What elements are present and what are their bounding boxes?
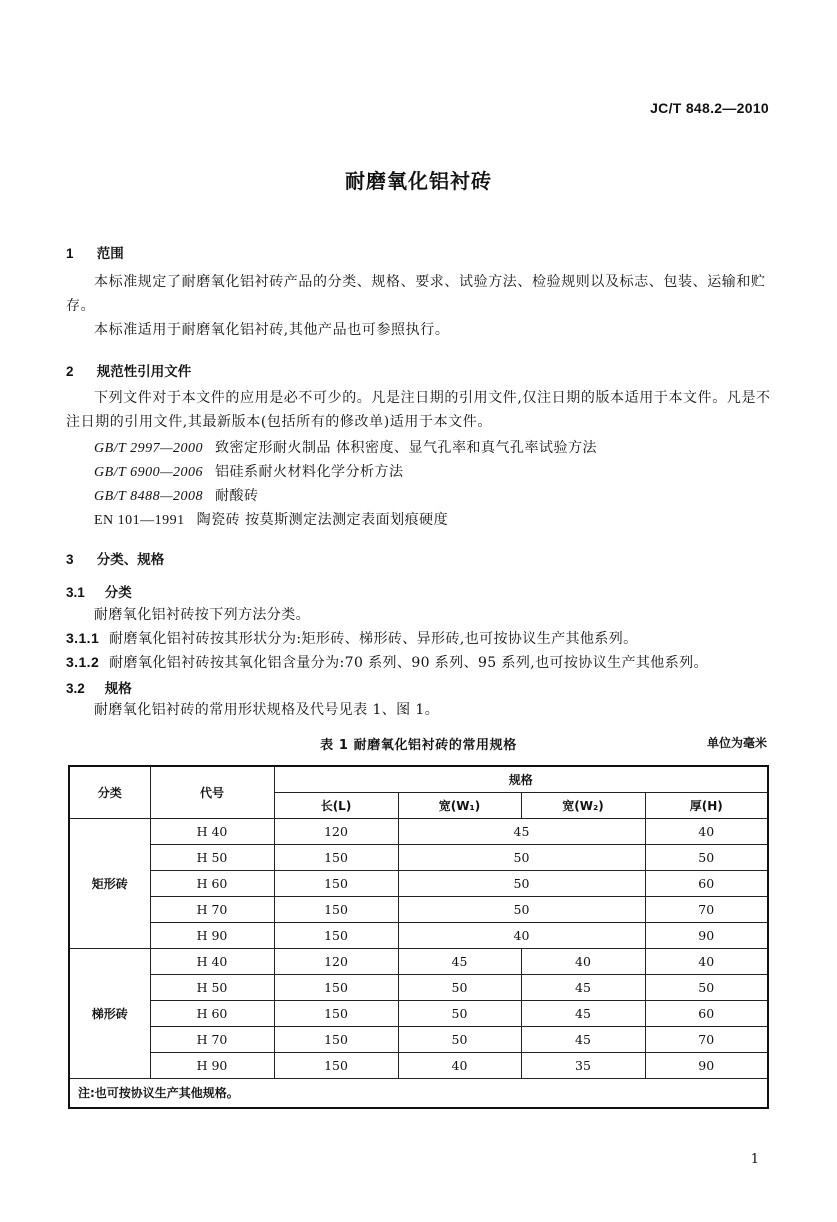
table-row: [69, 1000, 768, 1026]
thickness-cell: 70: [645, 1026, 768, 1052]
clause-text: 耐磨氧化铝衬砖按其形状分为:矩形砖、梯形砖、异形砖,也可按协议生产其他系列。: [109, 631, 638, 647]
reference-item: [94, 509, 448, 529]
section-2-body: [66, 386, 772, 434]
length-cell: 150: [274, 1000, 398, 1026]
clause-3-1-2: [66, 652, 708, 672]
length-cell: 120: [274, 818, 398, 844]
reference-title: 陶瓷砖 按莫斯测定法测定表面划痕硬度: [196, 512, 449, 528]
width-cell: 45: [398, 818, 645, 844]
subsection-number: 3.2: [66, 681, 85, 696]
thickness-cell: 40: [645, 818, 768, 844]
table-header-row: [69, 766, 768, 792]
reference-item: [94, 485, 259, 505]
subsection-number: 3.1: [66, 585, 85, 600]
paragraph: 本标准适用于耐磨氧化铝衬砖,其他产品也可参照执行。: [94, 322, 450, 338]
width-cell: 50: [398, 870, 645, 896]
reference-item: [94, 437, 597, 457]
width1-cell: 45: [398, 948, 521, 974]
length-cell: 150: [274, 1026, 398, 1052]
width1-cell: 50: [398, 974, 521, 1000]
code-cell: H 70: [150, 896, 274, 922]
width-cell: 50: [398, 896, 645, 922]
code-cell: H 50: [150, 844, 274, 870]
section-title: 规范性引用文件: [96, 364, 192, 380]
section-number: 3: [66, 552, 74, 567]
length-cell: 120: [274, 948, 398, 974]
header-width1: 宽(W₁): [398, 792, 521, 818]
thickness-cell: 90: [645, 922, 768, 948]
reference-code: GB/T 6900—2006: [94, 465, 204, 480]
section-number: 1: [66, 246, 74, 261]
document-title: 耐磨氧化铝衬砖: [345, 169, 492, 193]
section-3-heading: [66, 548, 772, 568]
code-cell: H 50: [150, 974, 274, 1000]
code-cell: H 90: [150, 922, 274, 948]
table-row: [69, 896, 768, 922]
table-row: [69, 974, 768, 1000]
paragraph: 本标准规定了耐磨氧化铝衬砖产品的分类、规格、要求、试验方法、检验规则以及标志、包装、运输和贮存。: [66, 274, 766, 314]
table-row: [69, 870, 768, 896]
code-cell: H 90: [150, 1052, 274, 1078]
section-number: 2: [66, 364, 74, 379]
width2-cell: 45: [521, 974, 645, 1000]
spec-table: [68, 765, 769, 1109]
clause-number: 3.1.2: [66, 654, 100, 670]
length-cell: 150: [274, 922, 398, 948]
table-note-row: [69, 1078, 768, 1108]
thickness-cell: 50: [645, 974, 768, 1000]
width2-cell: 45: [521, 1000, 645, 1026]
subsection-title: 规格: [104, 681, 132, 697]
length-cell: 150: [274, 844, 398, 870]
table-row: [69, 922, 768, 948]
length-cell: 150: [274, 1052, 398, 1078]
thickness-cell: 50: [645, 844, 768, 870]
reference-title: 耐酸砖: [215, 488, 259, 504]
table-row: [69, 948, 768, 974]
page-number: 1: [750, 1152, 759, 1167]
code-cell: H 60: [150, 1000, 274, 1026]
category-cell: 矩形砖: [69, 818, 150, 948]
thickness-cell: 60: [645, 870, 768, 896]
width-cell: 50: [398, 844, 645, 870]
thickness-cell: 90: [645, 1052, 768, 1078]
section-1-body: [66, 270, 772, 342]
width2-cell: 45: [521, 1026, 645, 1052]
subsection-title: 分类: [104, 585, 132, 601]
table-caption: 表 1 耐磨氧化铝衬砖的常用规格: [320, 738, 517, 753]
subsection-3-2-text: 耐磨氧化铝衬砖的常用形状规格及代号见表 1、图 1。: [94, 702, 440, 718]
clause-text: 耐磨氧化铝衬砖按其氧化铝含量分为:70 系列、90 系列、95 系列,也可按协议生产其他系列。: [109, 655, 708, 671]
reference-code: GB/T 2997—2000: [94, 441, 204, 456]
header-spec: 规格: [274, 766, 768, 792]
subsection-3-2-heading: [66, 677, 772, 697]
width2-cell: 40: [521, 948, 645, 974]
table-row: [69, 1026, 768, 1052]
header-category: 分类: [69, 766, 150, 818]
header-code: 代号: [150, 766, 274, 818]
reference-item: [94, 461, 404, 481]
header-length: 长(L): [274, 792, 398, 818]
subsection-3-1-text: 耐磨氧化铝衬砖按下列方法分类。: [94, 607, 310, 623]
table-row: [69, 818, 768, 844]
header-width2: 宽(W₂): [521, 792, 645, 818]
width-cell: 40: [398, 922, 645, 948]
reference-title: 铝硅系耐火材料化学分析方法: [215, 464, 404, 480]
subsection-3-1-heading: [66, 581, 772, 601]
section-2-heading: [66, 360, 772, 380]
clause-3-1-1: [66, 628, 638, 648]
length-cell: 150: [274, 896, 398, 922]
code-cell: H 40: [150, 818, 274, 844]
length-cell: 150: [274, 974, 398, 1000]
table-unit-note: 单位为毫米: [706, 736, 767, 750]
code-cell: H 60: [150, 870, 274, 896]
table-row: [69, 1052, 768, 1078]
thickness-cell: 40: [645, 948, 768, 974]
clause-number: 3.1.1: [66, 630, 100, 646]
section-title: 范围: [96, 246, 124, 262]
section-title: 分类、规格: [96, 552, 165, 568]
document-code: JC/T 848.2—2010: [650, 100, 769, 116]
reference-title: 致密定形耐火制品 体积密度、显气孔率和真气孔率试验方法: [215, 440, 597, 456]
width1-cell: 50: [398, 1026, 521, 1052]
code-cell: H 70: [150, 1026, 274, 1052]
paragraph: 下列文件对于本文件的应用是必不可少的。凡是注日期的引用文件,仅注日期的版本适用于本文件。凡是不注日期的引用文件,其最新版本(包括所有的修改单)适用于本文件。: [66, 390, 771, 430]
header-thickness: 厚(H): [645, 792, 768, 818]
code-cell: H 40: [150, 948, 274, 974]
width1-cell: 50: [398, 1000, 521, 1026]
thickness-cell: 60: [645, 1000, 768, 1026]
width2-cell: 35: [521, 1052, 645, 1078]
table-row: [69, 844, 768, 870]
thickness-cell: 70: [645, 896, 768, 922]
reference-code: EN 101—1991: [94, 513, 185, 528]
table-note: 注:也可按协议生产其他规格。: [69, 1078, 768, 1108]
length-cell: 150: [274, 870, 398, 896]
width1-cell: 40: [398, 1052, 521, 1078]
category-cell: 梯形砖: [69, 948, 150, 1078]
section-1-heading: [66, 242, 772, 262]
reference-code: GB/T 8488—2008: [94, 489, 204, 504]
